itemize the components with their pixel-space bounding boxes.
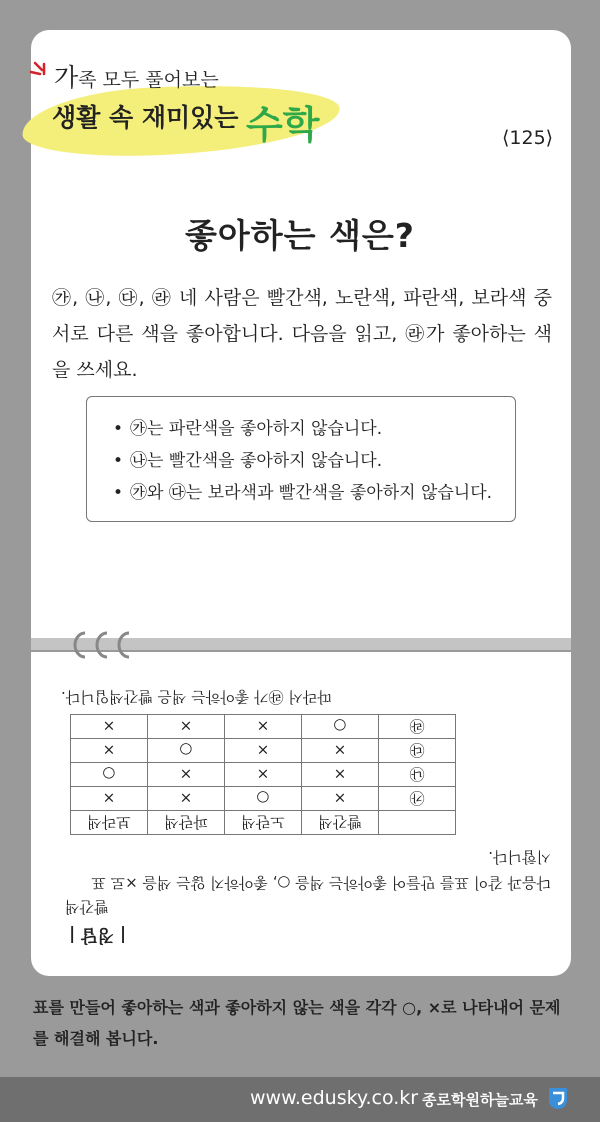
- hint-item: • ㉯는 빨간색을 좋아하지 않습니다.: [113, 445, 515, 477]
- hint-box: [86, 396, 516, 522]
- answer-final: 따라서 ㉱가 좋아하는 색은 빨간색입니다.: [61, 688, 332, 706]
- logo-line2: 생활 속 재미있는: [52, 103, 239, 132]
- website-link[interactable]: www.edusky.co.kr: [250, 1087, 419, 1109]
- answer-label: | 정답 |: [69, 925, 127, 945]
- hint-item: • ㉮는 파란색을 좋아하지 않습니다.: [113, 413, 515, 445]
- logo-line1: 가족 모두 풀어보는: [54, 63, 219, 92]
- problem-number: ⟨125⟩: [502, 127, 554, 149]
- problem-question: ㉮, ㉯, ㉰, ㉱ 네 사람은 빨간색, 노란색, 파란색, 보라색 중 서로 다른 색을 좋아합니다. 다음을 읽고, ㉱가 좋아하는 색을 쓰세요.: [52, 287, 552, 381]
- answer-short: 빨간색: [65, 898, 109, 916]
- brand-name: 종로학원하늘교육: [422, 1091, 538, 1109]
- footer-note: 표를 만들어 좋아하는 색과 좋아하지 않는 색을 각각 ○, ×로 나타내어 문제를 해결해 봅니다.: [33, 998, 561, 1048]
- table-row: 빨간색 노란색 파란색 보라색: [71, 811, 456, 835]
- table-row: ㉯ × × × ○: [71, 763, 456, 787]
- answer-explanation: 다음과 같이 표를 만들어 좋아하는 색을 ○, 좋아하지 않는 색을 ×로 표시합니다.: [91, 848, 551, 892]
- upside-down-answer: [31, 650, 571, 970]
- table-row: ㉰ × × ○ ×: [71, 739, 456, 763]
- spark-icon: [22, 48, 52, 78]
- hint-item: • ㉮와 ㉰는 보라색과 빨간색을 좋아하지 않습니다.: [113, 477, 515, 509]
- problem-title: 좋아하는 색은?: [185, 216, 415, 255]
- answer-table: [70, 714, 456, 835]
- brand-logo-icon: [546, 1085, 570, 1111]
- table-row: ㉱ ○ × × ×: [71, 715, 456, 739]
- table-row: ㉮ × ○ × ×: [71, 787, 456, 811]
- logo-math: 수학: [246, 103, 320, 147]
- series-logo: [22, 48, 342, 158]
